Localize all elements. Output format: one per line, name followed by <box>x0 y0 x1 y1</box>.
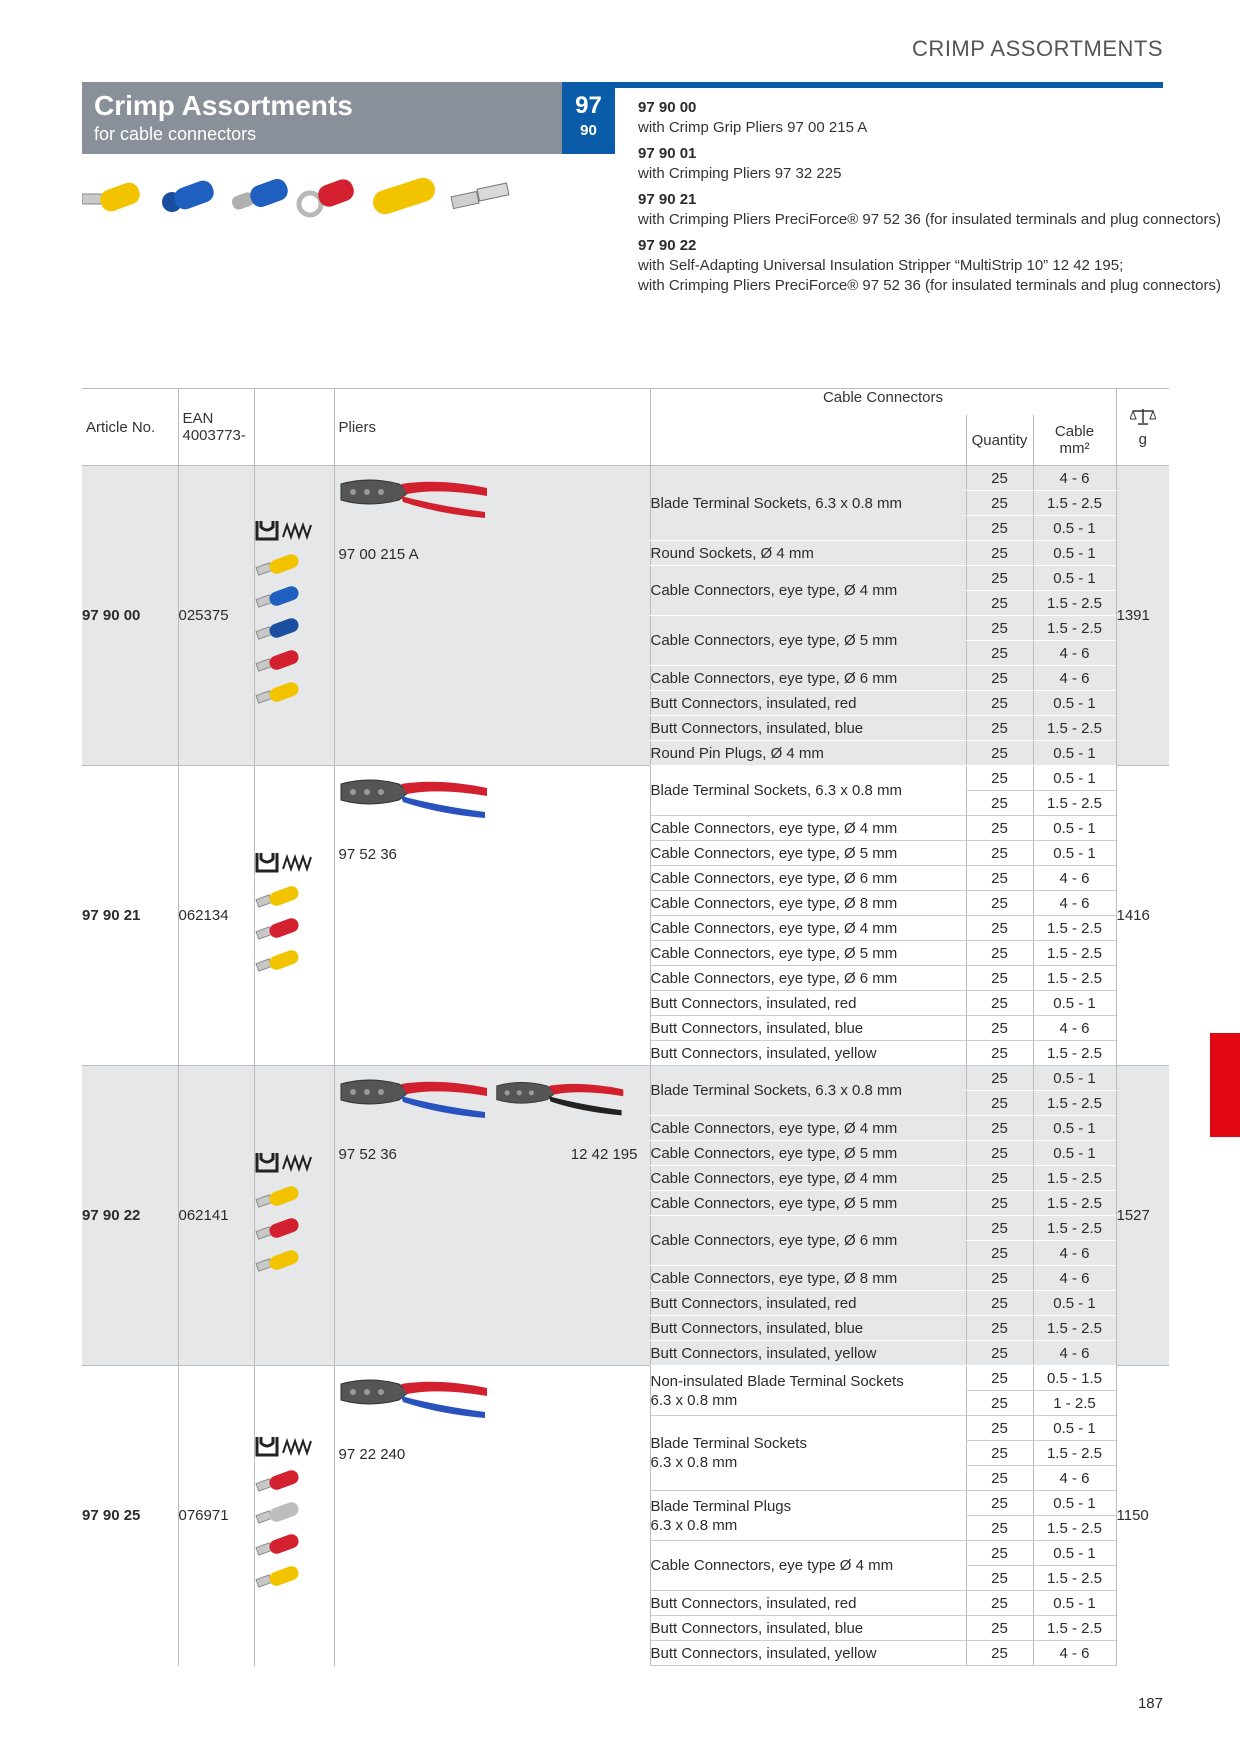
cable-connector-icon <box>255 1533 303 1557</box>
non-insulated-socket-icon <box>451 183 509 209</box>
cable-connector-icon <box>255 917 303 941</box>
product-table-body <box>82 466 1169 1666</box>
connector-type <box>650 1316 966 1341</box>
cable-size-cell: 1 - 2.5 <box>1033 1391 1116 1416</box>
connector-icon-list <box>255 1469 334 1589</box>
section-title: CRIMP ASSORTMENTS <box>912 36 1163 61</box>
variant-item <box>638 236 1221 296</box>
product-table <box>82 388 1169 1666</box>
quantity-cell: 25 <box>966 1566 1033 1591</box>
cable-size-cell: 4 - 6 <box>1033 1241 1116 1266</box>
quantity-cell: 25 <box>966 816 1033 841</box>
cable-size-cell: 1.5 - 2.5 <box>1033 616 1116 641</box>
pliers-cell <box>334 1366 650 1666</box>
connector-type <box>650 766 966 816</box>
connector-type <box>650 1591 966 1616</box>
variant-desc: with Crimping Pliers PreciForce® 97 52 36 (for insulated terminals and plug connectors) <box>638 211 1221 228</box>
connector-type <box>650 1616 966 1641</box>
cable-size-cell: 4 - 6 <box>1033 1341 1116 1366</box>
ean-number: 062134 <box>178 766 254 1066</box>
cable-connector-icon <box>255 1249 303 1273</box>
article-number: 97 90 00 <box>82 466 178 766</box>
quantity-cell: 25 <box>966 716 1033 741</box>
cable-size-cell: 1.5 - 2.5 <box>1033 1516 1116 1541</box>
connector-type-line: Cable Connectors, eye type, Ø 8 mm <box>650 894 898 912</box>
cable-size-cell: 4 - 6 <box>1033 641 1116 666</box>
quantity-cell: 25 <box>966 641 1033 666</box>
quantity-cell: 25 <box>966 1116 1033 1141</box>
cable-size-cell: 0.5 - 1 <box>1033 816 1116 841</box>
connector-type-line: Cable Connectors, eye type, Ø 8 mm <box>650 1269 898 1287</box>
cable-connector-icon <box>255 1185 303 1209</box>
connector-type <box>650 1416 966 1491</box>
connector-type <box>650 1641 966 1666</box>
connector-type-line: Cable Connectors, eye type, Ø 6 mm <box>650 969 898 987</box>
cable-size-cell: 0.5 - 1 <box>1033 741 1116 766</box>
connector-type-line: Round Sockets, Ø 4 mm <box>650 544 814 562</box>
connector-type <box>650 1491 966 1541</box>
connector-type <box>650 841 966 866</box>
quantity-cell: 25 <box>966 1391 1033 1416</box>
cable-connector-icon <box>255 585 303 609</box>
connector-type <box>650 941 966 966</box>
connector-type <box>650 866 966 891</box>
quantity-cell: 25 <box>966 1191 1033 1216</box>
connector-type-line: Cable Connectors, eye type, Ø 6 mm <box>650 1232 898 1249</box>
yellow-butt-connector-icon <box>370 175 438 218</box>
connector-type-line: Cable Connectors, eye type, Ø 6 mm <box>650 669 898 687</box>
quantity-cell: 25 <box>966 1241 1033 1266</box>
ean-number: 025375 <box>178 466 254 766</box>
cable-connector-icon <box>255 1217 303 1241</box>
quantity-cell: 25 <box>966 866 1033 891</box>
cable-size-cell: 0.5 - 1 <box>1033 1416 1116 1441</box>
connector-type-line: Cable Connectors, eye type, Ø 4 mm <box>650 819 898 837</box>
connector-type <box>650 616 966 666</box>
cable-size-cell: 0.5 - 1 <box>1033 766 1116 791</box>
connector-type-line: Cable Connectors, eye type, Ø 5 mm <box>650 1144 898 1162</box>
quantity-cell: 25 <box>966 1016 1033 1041</box>
cable-size-cell: 0.5 - 1 <box>1033 841 1116 866</box>
quantity-cell: 25 <box>966 1416 1033 1441</box>
blue-round-socket-icon <box>162 178 217 212</box>
title-box <box>82 82 562 154</box>
pliers-image <box>339 774 489 822</box>
category-major: 97 <box>575 92 602 119</box>
col-header-connector-type <box>650 415 966 466</box>
cable-size-cell: 4 - 6 <box>1033 1266 1116 1291</box>
crimp-profile-icon <box>255 519 315 541</box>
connector-type <box>650 541 966 566</box>
cable-size-cell: 4 - 6 <box>1033 666 1116 691</box>
quantity-cell: 25 <box>966 1466 1033 1491</box>
connector-type-line: Butt Connectors, insulated, blue <box>650 1319 864 1337</box>
variant-list <box>638 98 1221 302</box>
connector-type-line: Butt Connectors, insulated, red <box>650 694 857 712</box>
weight-cell: 1527 <box>1116 1066 1169 1366</box>
stripper-label: 12 42 195 <box>570 1146 638 1163</box>
cable-size-cell: 0.5 - 1 <box>1033 1591 1116 1616</box>
connector-type-line: Cable Connectors, eye type Ø 4 mm <box>650 1557 894 1574</box>
pliers-image <box>339 474 489 522</box>
cable-size-cell: 1.5 - 2.5 <box>1033 1166 1116 1191</box>
cable-size-cell: 1.5 - 2.5 <box>1033 1216 1116 1241</box>
connector-icons <box>254 466 334 766</box>
cable-size-cell: 1.5 - 2.5 <box>1033 1041 1116 1066</box>
quantity-cell: 25 <box>966 466 1033 491</box>
variant-desc: with Crimp Grip Pliers 97 00 215 A <box>638 119 868 136</box>
quantity-cell: 25 <box>966 1041 1033 1066</box>
variant-item <box>638 144 1178 184</box>
cable-connector-icon <box>255 949 303 973</box>
connector-type-line: Cable Connectors, eye type, Ø 6 mm <box>650 869 898 887</box>
connector-type <box>650 1291 966 1316</box>
col-header-article: Article No. <box>82 389 178 466</box>
cable-size-cell: 1.5 - 2.5 <box>1033 1316 1116 1341</box>
connector-type-line: Cable Connectors, eye type, Ø 5 mm <box>650 844 898 862</box>
connector-type-line: Butt Connectors, insulated, yellow <box>650 1644 877 1662</box>
connector-type-line: Cable Connectors, eye type, Ø 4 mm <box>650 1169 898 1187</box>
connector-type <box>650 1341 966 1366</box>
quantity-cell: 25 <box>966 941 1033 966</box>
quantity-cell: 25 <box>966 616 1033 641</box>
blue-pin-plug-icon <box>230 176 290 211</box>
connector-type <box>650 1041 966 1066</box>
cable-unit: mm² <box>1059 440 1090 457</box>
quantity-cell: 25 <box>966 1091 1033 1116</box>
ean-prefix: 4003773- <box>182 427 246 444</box>
cable-connector-icon <box>255 1501 303 1525</box>
connector-type-line: Cable Connectors, eye type, Ø 5 mm <box>650 944 898 962</box>
connector-icon-list <box>255 885 334 973</box>
connector-type-line: Cable Connectors, eye type, Ø 4 mm <box>650 919 898 937</box>
article-number: 97 90 25 <box>82 1366 178 1666</box>
connector-type <box>650 1216 966 1266</box>
quantity-cell: 25 <box>966 1141 1033 1166</box>
quantity-cell: 25 <box>966 1291 1033 1316</box>
quantity-cell: 25 <box>966 1541 1033 1566</box>
quantity-cell: 25 <box>966 1516 1033 1541</box>
connector-samples-image <box>82 166 532 226</box>
variant-desc: with Self-Adapting Universal Insulation Stripper “MultiStrip 10” 12 42 195; <box>638 257 1124 274</box>
connector-type-line: Blade Terminal Sockets, 6.3 x 0.8 mm <box>650 494 902 512</box>
yellow-blade-socket-icon <box>82 180 143 214</box>
weight-cell: 1150 <box>1116 1366 1169 1666</box>
ean-label: EAN <box>182 410 214 427</box>
cable-size-cell: 1.5 - 2.5 <box>1033 1091 1116 1116</box>
insulation-stripper-icon <box>495 1074 625 1122</box>
pliers-cell <box>334 466 650 766</box>
connector-type <box>650 716 966 741</box>
quantity-cell: 25 <box>966 991 1033 1016</box>
variant-code: 97 90 00 <box>638 99 697 116</box>
cable-size-cell: 0.5 - 1.5 <box>1033 1366 1116 1391</box>
article-number: 97 90 21 <box>82 766 178 1066</box>
quantity-cell: 25 <box>966 916 1033 941</box>
quantity-cell: 25 <box>966 1266 1033 1291</box>
col-header-icons <box>254 389 334 466</box>
cable-size-cell: 1.5 - 2.5 <box>1033 1566 1116 1591</box>
connector-type-line: Round Pin Plugs, Ø 4 mm <box>650 744 824 762</box>
connector-type <box>650 891 966 916</box>
connector-type <box>650 1541 966 1591</box>
pliers-label: 97 52 36 <box>338 1146 397 1163</box>
cable-size-cell: 0.5 - 1 <box>1033 1541 1116 1566</box>
pliers-image <box>339 1374 489 1422</box>
quantity-cell: 25 <box>966 1341 1033 1366</box>
cable-size-cell: 0.5 - 1 <box>1033 1491 1116 1516</box>
cable-connector-icon <box>255 553 303 577</box>
connector-type <box>650 691 966 716</box>
page-number: 187 <box>1137 1695 1163 1712</box>
connector-type-line: Non-insulated Blade Terminal Sockets <box>650 1372 904 1390</box>
connector-icons <box>254 766 334 1066</box>
cable-size-cell: 4 - 6 <box>1033 466 1116 491</box>
col-header-ean <box>178 389 254 466</box>
col-header-quantity: Quantity <box>966 415 1033 466</box>
connector-icons <box>254 1066 334 1366</box>
connector-type-line: Butt Connectors, insulated, blue <box>650 719 864 737</box>
variant-code: 97 90 21 <box>638 191 697 208</box>
cable-connector-icon <box>255 1469 303 1493</box>
col-header-weight <box>1116 389 1169 466</box>
connector-icons <box>254 1366 334 1666</box>
connector-icon-list <box>255 1185 334 1273</box>
cable-size-cell: 0.5 - 1 <box>1033 1066 1116 1091</box>
connector-type <box>650 916 966 941</box>
quantity-cell: 25 <box>966 591 1033 616</box>
connector-type <box>650 1116 966 1141</box>
cable-connector-icon <box>255 885 303 909</box>
connector-type-line: Butt Connectors, insulated, blue <box>650 1019 864 1037</box>
pliers-icon <box>339 1374 489 1422</box>
cable-size-cell: 4 - 6 <box>1033 1016 1116 1041</box>
cable-size-cell: 1.5 - 2.5 <box>1033 1441 1116 1466</box>
cable-size-cell: 1.5 - 2.5 <box>1033 1616 1116 1641</box>
connector-type-line: Butt Connectors, insulated, yellow <box>650 1044 877 1062</box>
quantity-cell: 25 <box>966 1491 1033 1516</box>
crimp-profile-icon <box>255 1435 315 1457</box>
connector-type-line: Cable Connectors, eye type, Ø 5 mm <box>650 1194 898 1212</box>
connector-type-line: Butt Connectors, insulated, red <box>650 1594 857 1612</box>
connector-type <box>650 1366 966 1416</box>
cable-size-cell: 0.5 - 1 <box>1033 1141 1116 1166</box>
connector-type-line: 6.3 x 0.8 mm <box>650 1391 738 1409</box>
connector-type <box>650 1266 966 1291</box>
pliers-icon <box>339 774 489 822</box>
red-eye-connector-icon <box>299 177 357 215</box>
quantity-cell: 25 <box>966 841 1033 866</box>
quantity-cell: 25 <box>966 1366 1033 1391</box>
connector-type-line: Butt Connectors, insulated, red <box>650 1294 857 1312</box>
crimp-profile-icon <box>255 1151 315 1173</box>
table-row <box>82 766 1169 791</box>
connector-type-line: Butt Connectors, insulated, blue <box>650 1619 864 1637</box>
page-title: Crimp Assortments <box>94 90 353 121</box>
weight-cell: 1416 <box>1116 766 1169 1066</box>
variant-item <box>638 98 1178 138</box>
connector-type <box>650 816 966 841</box>
ean-number: 062141 <box>178 1066 254 1366</box>
cable-size-cell: 4 - 6 <box>1033 1641 1116 1666</box>
cable-connector-icon <box>255 649 303 673</box>
cable-size-cell: 1.5 - 2.5 <box>1033 966 1116 991</box>
connector-type <box>650 1016 966 1041</box>
connector-type <box>650 1066 966 1116</box>
weight-unit: g <box>1138 430 1147 448</box>
quantity-cell: 25 <box>966 766 1033 791</box>
quantity-cell: 25 <box>966 1316 1033 1341</box>
connector-type <box>650 1166 966 1191</box>
connector-type <box>650 966 966 991</box>
quantity-cell: 25 <box>966 566 1033 591</box>
quantity-cell: 25 <box>966 1591 1033 1616</box>
connector-type <box>650 566 966 616</box>
quantity-cell: 25 <box>966 1441 1033 1466</box>
weight-cell: 1391 <box>1116 466 1169 766</box>
cable-size-cell: 1.5 - 2.5 <box>1033 716 1116 741</box>
cable-size-cell: 0.5 - 1 <box>1033 691 1116 716</box>
connector-type <box>650 991 966 1016</box>
cable-size-cell: 1.5 - 2.5 <box>1033 791 1116 816</box>
connector-type-line: Cable Connectors, eye type, Ø 4 mm <box>650 1119 898 1137</box>
quantity-cell: 25 <box>966 741 1033 766</box>
connector-type <box>650 466 966 541</box>
quantity-cell: 25 <box>966 1066 1033 1091</box>
quantity-cell: 25 <box>966 1216 1033 1241</box>
cable-connector-icon <box>255 681 303 705</box>
cable-connector-icon <box>255 617 303 641</box>
cable-size-cell: 0.5 - 1 <box>1033 991 1116 1016</box>
cable-size-cell: 1.5 - 2.5 <box>1033 591 1116 616</box>
quantity-cell: 25 <box>966 891 1033 916</box>
crimp-profile-icon <box>255 851 315 873</box>
category-minor: 90 <box>580 122 597 139</box>
cable-size-cell: 4 - 6 <box>1033 891 1116 916</box>
pliers-icon <box>339 1074 489 1122</box>
quantity-cell: 25 <box>966 691 1033 716</box>
table-row <box>82 1366 1169 1391</box>
section-rule <box>615 82 1163 88</box>
cable-size-cell: 0.5 - 1 <box>1033 1291 1116 1316</box>
col-header-cable <box>1033 415 1116 466</box>
pliers-cell <box>334 766 650 1066</box>
pliers-label: 97 00 215 A <box>338 546 419 563</box>
quantity-cell: 25 <box>966 541 1033 566</box>
connector-icon-list <box>255 553 334 705</box>
cable-size-cell: 0.5 - 1 <box>1033 516 1116 541</box>
quantity-cell: 25 <box>966 1166 1033 1191</box>
connector-type-line: 6.3 x 0.8 mm <box>650 1516 738 1534</box>
ean-number: 076971 <box>178 1366 254 1666</box>
connector-type-line: Butt Connectors, insulated, yellow <box>650 1344 877 1362</box>
quantity-cell: 25 <box>966 966 1033 991</box>
variant-code: 97 90 01 <box>638 145 697 162</box>
pliers-cell <box>334 1066 650 1366</box>
chapter-tab <box>1210 1033 1240 1137</box>
variant-desc: with Crimping Pliers PreciForce® 97 52 36 (for insulated terminals and plug connectors) <box>638 277 1221 294</box>
variant-item <box>638 190 1221 230</box>
connector-type-line: Cable Connectors, eye type, Ø 5 mm <box>650 632 898 649</box>
pliers-label: 97 52 36 <box>338 846 397 863</box>
col-header-cable-connectors: Cable Connectors <box>650 389 1116 416</box>
quantity-cell: 25 <box>966 791 1033 816</box>
page-subtitle: for cable connectors <box>94 124 257 144</box>
cable-size-cell: 4 - 6 <box>1033 1466 1116 1491</box>
cable-size-cell: 1.5 - 2.5 <box>1033 916 1116 941</box>
scale-icon <box>1130 407 1156 427</box>
cable-size-cell: 1.5 - 2.5 <box>1033 1191 1116 1216</box>
connector-type-line: Butt Connectors, insulated, red <box>650 994 857 1012</box>
connector-type-line: Blade Terminal Sockets <box>650 1435 807 1452</box>
connector-type <box>650 666 966 691</box>
variant-code: 97 90 22 <box>638 237 697 254</box>
quantity-cell: 25 <box>966 1641 1033 1666</box>
connector-type-line: Cable Connectors, eye type, Ø 4 mm <box>650 582 898 599</box>
cable-size-cell: 0.5 - 1 <box>1033 566 1116 591</box>
pliers-icon <box>339 474 489 522</box>
connector-type-line: 6.3 x 0.8 mm <box>650 1454 738 1471</box>
connector-type <box>650 1141 966 1166</box>
connector-type-line: Blade Terminal Sockets, 6.3 x 0.8 mm <box>650 782 902 799</box>
connector-type <box>650 741 966 766</box>
cable-size-cell: 1.5 - 2.5 <box>1033 941 1116 966</box>
table-row <box>82 466 1169 491</box>
quantity-cell: 25 <box>966 1616 1033 1641</box>
cable-connector-icon <box>255 1565 303 1589</box>
variant-desc: with Crimping Pliers 97 32 225 <box>638 165 842 182</box>
table-row <box>82 1066 1169 1091</box>
quantity-cell: 25 <box>966 491 1033 516</box>
pliers-image <box>339 1074 625 1122</box>
article-number: 97 90 22 <box>82 1066 178 1366</box>
quantity-cell: 25 <box>966 516 1033 541</box>
connector-type-line: Blade Terminal Sockets, 6.3 x 0.8 mm <box>650 1082 902 1099</box>
cable-size-cell: 4 - 6 <box>1033 866 1116 891</box>
cable-size-cell: 0.5 - 1 <box>1033 1116 1116 1141</box>
cable-size-cell: 0.5 - 1 <box>1033 541 1116 566</box>
col-header-pliers: Pliers <box>334 389 650 466</box>
category-badge <box>562 82 615 154</box>
cable-label: Cable <box>1054 423 1095 440</box>
connector-type-line: Blade Terminal Plugs <box>650 1497 792 1515</box>
quantity-cell: 25 <box>966 666 1033 691</box>
connector-type <box>650 1191 966 1216</box>
cable-size-cell: 1.5 - 2.5 <box>1033 491 1116 516</box>
pliers-label: 97 22 240 <box>338 1446 406 1463</box>
